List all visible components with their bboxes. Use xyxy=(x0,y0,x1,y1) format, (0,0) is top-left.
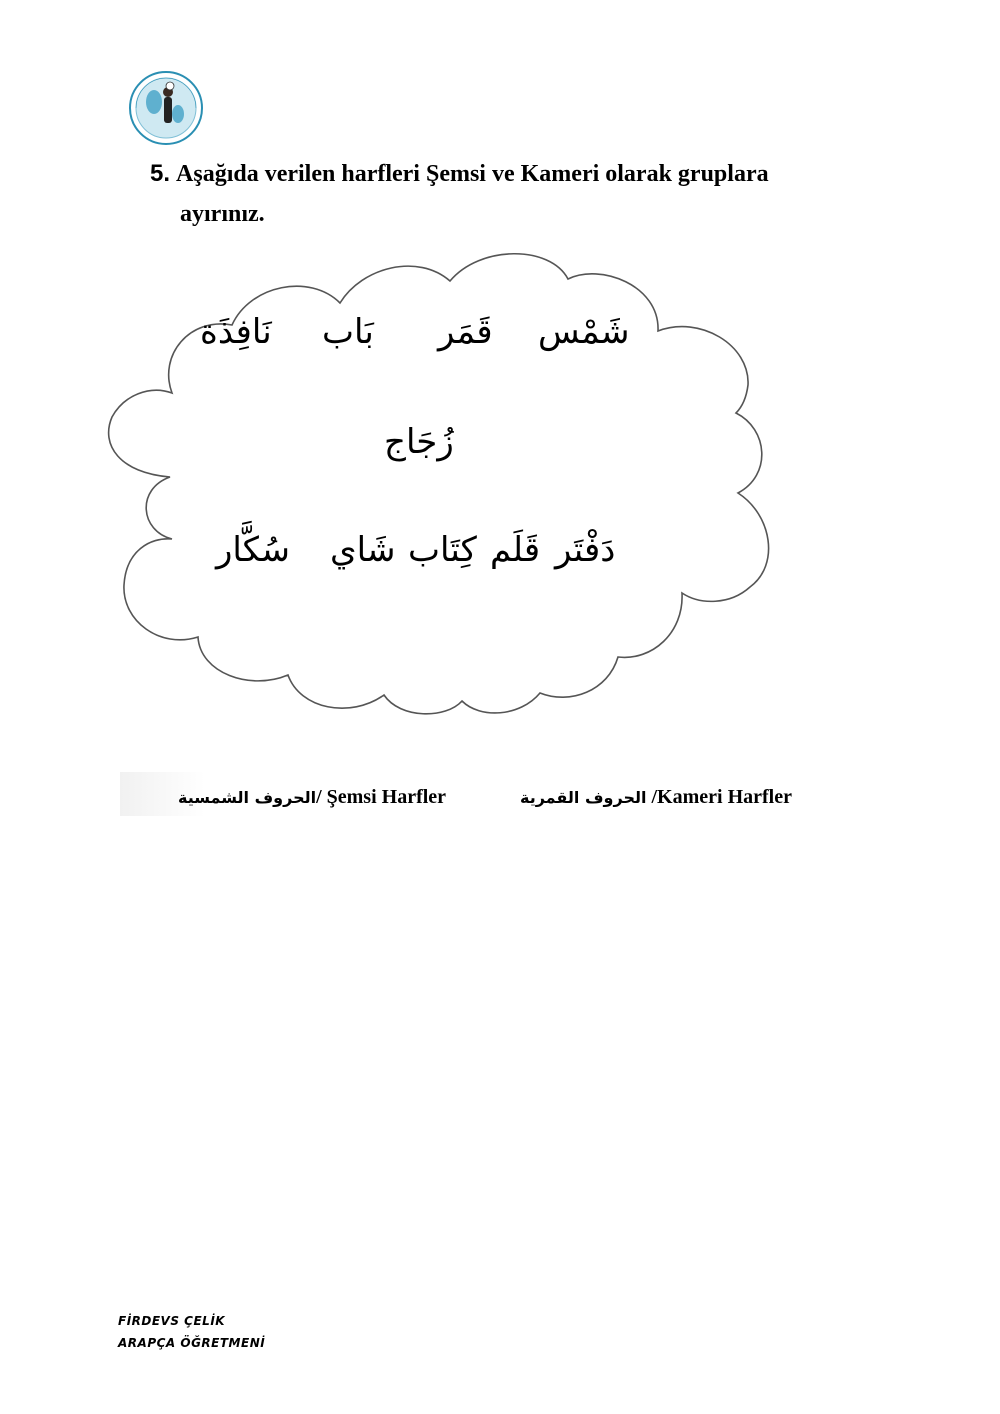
question xyxy=(150,154,870,234)
kameri-label-arabic: الحروف القمرية xyxy=(520,788,647,807)
semsi-label-turkish: / Şemsi Harfler xyxy=(316,786,447,808)
question-number: 5. xyxy=(150,160,171,187)
cloud-word: قَلَم xyxy=(490,530,541,570)
logo xyxy=(128,70,204,146)
question-text-line2: ayırınız. xyxy=(180,201,265,227)
semsi-label xyxy=(178,786,446,809)
cloud-word: نَافِذَة xyxy=(200,312,272,352)
cloud-word: زُجَاج xyxy=(384,422,454,462)
cloud-word: شَاي xyxy=(330,530,396,570)
cloud-word: بَاب xyxy=(322,312,374,352)
kameri-label-turkish: /Kameri Harfler xyxy=(651,786,792,808)
cloud-word: شَمْس xyxy=(538,312,630,352)
semsi-label-arabic: الحروف الشمسية xyxy=(178,788,317,807)
cloud-word: قَمَر xyxy=(438,312,493,352)
cloud-word: كِتَاب xyxy=(408,530,477,570)
signature-name: FİRDEVS ÇELİK xyxy=(118,1314,226,1328)
cloud-word: دَفْتَر xyxy=(555,530,616,570)
kameri-label xyxy=(520,786,792,809)
cloud-word: سُكَّار xyxy=(216,530,291,570)
question-text-line1: Aşağıda verilen harfleri Şemsi ve Kameri olarak gruplara xyxy=(176,161,769,187)
signature-title: ARAPÇA ÖĞRETMENİ xyxy=(118,1336,266,1350)
signature xyxy=(118,1310,265,1354)
